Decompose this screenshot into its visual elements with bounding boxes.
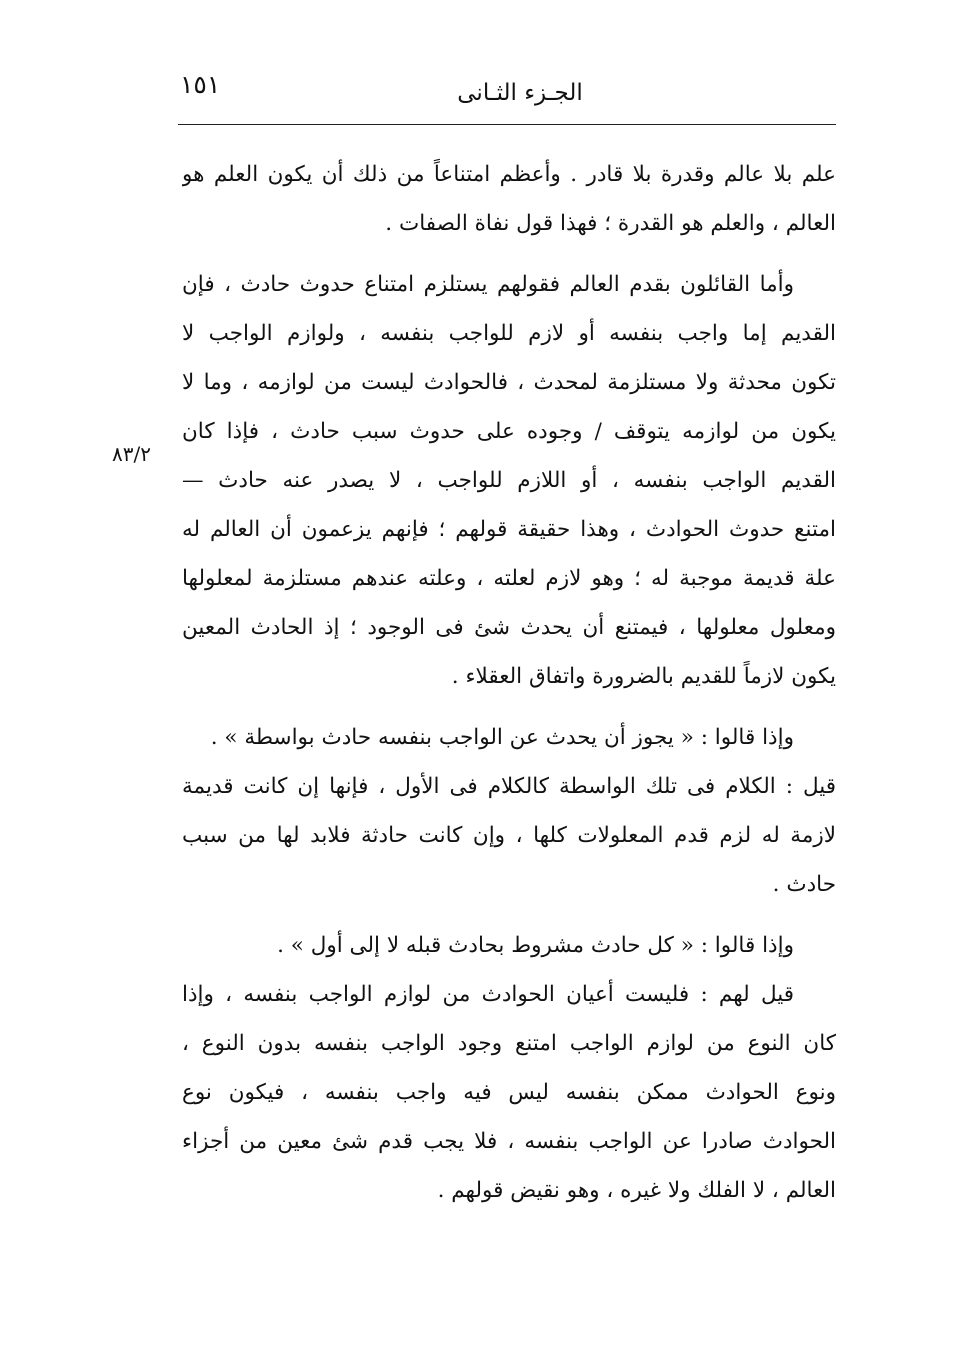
text-line: القديم إما واجب بنفسه أو لازم للواجب بنفسه ، ولوازم الواجب لا [182,321,836,346]
paragraph [182,921,836,1215]
text-line: علم بلا عالم وقدرة بلا قادر . وأعظم امتناعاً من ذلك أن يكون العلم هو [182,162,836,187]
paragraph [182,260,836,701]
text-line: وإذا قالوا : « كل حادث مشروط بحادث قبله لا إلى أول » . [277,933,794,958]
text-line: حادث . [772,872,836,897]
text-line: العالم ، والعلم هو القدرة ؛ فهذا قول نفاة الصفات . [385,211,836,236]
body-text [182,150,836,1215]
text-line: تكون محدثة ولا مستلزمة لمحدث ، فالحوادث ليست من لوازمه ، وما لا [182,370,836,395]
text-line: ونوع الحوادث ممكن بنفسه ليس فيه واجب بنفسه ، فيكون نوع [182,1080,836,1105]
text-line: القديم الواجب بنفسه ، أو اللازم للواجب ، لا يصدر عنه حادث — [182,468,836,493]
text-line: يكون من لوازمه يتوقف / وجوده على حدوث سبب حادث ، فإذا كان [182,419,836,444]
text-line: الحوادث صادرا عن الواجب بنفسه ، فلا يجب قدم شئ معين من أجزاء [182,1129,836,1154]
margin-reference: ٨٣/٢ [112,442,151,466]
text-line: وإذا قالوا : « يجوز أن يحدث عن الواجب بنفسه حادث بواسطة » . [210,725,794,750]
text-line: لازمة له لزم قدم المعلولات كلها ، وإن كانت حادثة فلابد لها من سبب [182,823,836,848]
text-line: علة قديمة موجبة له ؛ وهو لازم لعلته ، وعلته عندهم مستلزمة لمعلولها [182,566,836,591]
page-number: ١٥١ [180,70,221,99]
text-line: قيل لهم : فليست أعيان الحوادث من لوازم الواجب بنفسه ، وإذا [182,982,794,1007]
paragraph [182,713,836,909]
text-line: قيل : الكلام فى تلك الواسطة كالكلام فى الأول ، فإنها إن كانت قديمة [182,774,836,799]
text-line: امتنع حدوث الحوادث ، وهذا حقيقة قولهم ؛ فإنهم يزعمون أن العالم له [182,517,836,542]
text-line: وأما القائلون بقدم العالم فقولهم يستلزم امتناع حدوث حادث ، فإن [182,272,794,297]
text-line: ومعلول معلولها ، فيمتنع أن يحدث شئ فى الوجود ؛ إذ الحادث المعين [182,615,836,640]
text-line: كان النوع من لوازم الواجب امتنع وجود الواجب بنفسه بدون النوع ، [182,1031,836,1056]
running-header-title: الجـزء الثـانى [457,80,583,106]
paragraph [182,150,836,248]
header-divider [178,124,836,125]
text-line: العالم ، لا الفلك ولا غيره ، وهو نقيض قولهم . [437,1178,836,1203]
text-line: يكون لازماً للقديم بالضرورة واتفاق العقلاء . [451,664,836,689]
